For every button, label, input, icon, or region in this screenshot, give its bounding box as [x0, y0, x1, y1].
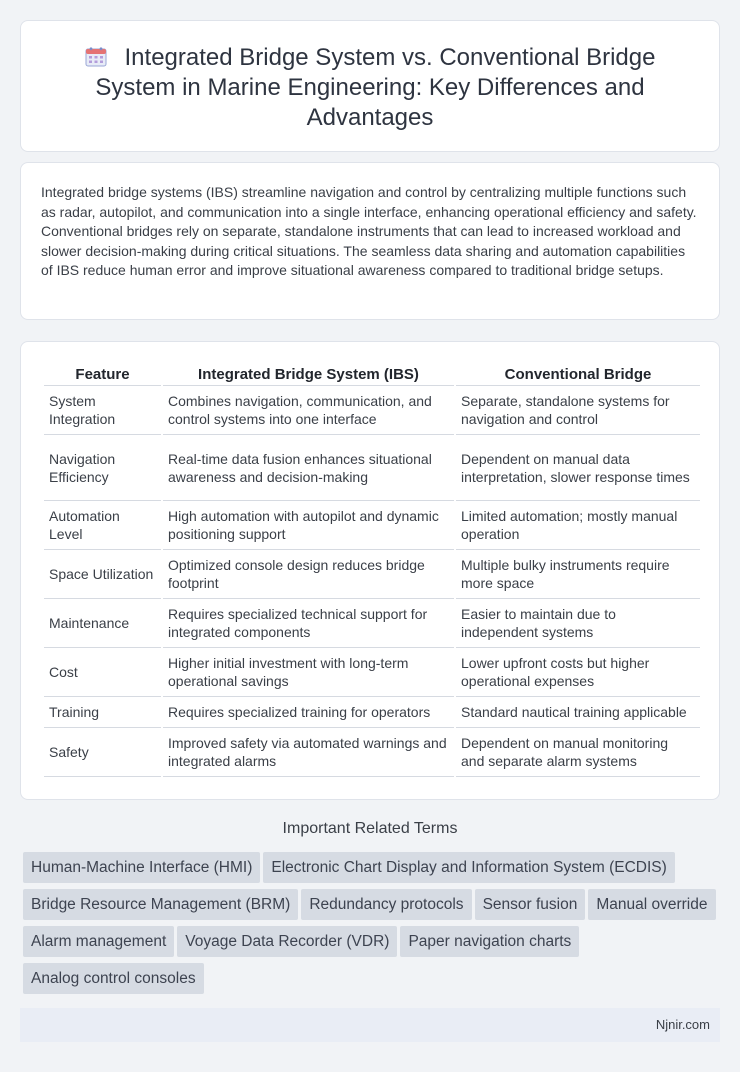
table-row — [44, 550, 700, 599]
column-header: Feature — [44, 362, 161, 386]
calendar-icon — [85, 45, 107, 65]
table-row — [44, 386, 700, 435]
column-header: Integrated Bridge System (IBS) — [163, 362, 454, 386]
related-term-tag[interactable]: Human-Machine Interface (HMI) — [23, 852, 260, 883]
related-term-tag[interactable]: Redundancy protocols — [301, 889, 471, 920]
conventional-cell: Limited automation; mostly manual operation — [456, 501, 700, 550]
ibs-cell: Requires specialized technical support for integrated components — [163, 599, 454, 648]
feature-cell: Navigation Efficiency — [44, 435, 161, 501]
intro-card — [20, 162, 720, 320]
related-term-tag[interactable]: Manual override — [588, 889, 715, 920]
comparison-table — [42, 362, 702, 777]
conventional-cell: Multiple bulky instruments require more space — [456, 550, 700, 599]
feature-cell: System Integration — [44, 386, 161, 435]
ibs-cell: Real-time data fusion enhances situational awareness and decision-making — [163, 435, 454, 501]
ibs-cell: High automation with autopilot and dynamic positioning support — [163, 501, 454, 550]
table-row — [44, 728, 700, 777]
feature-cell: Automation Level — [44, 501, 161, 550]
related-term-tag[interactable]: Analog control consoles — [23, 963, 204, 994]
intro-paragraph: Integrated bridge systems (IBS) streamline navigation and control by centralizing multiple functions such as radar, autopilot, and communication into a single interface, enhancing operational efficiency and safety. Conventional bridges rely on separate, standalone instruments that can lead to increased workload and slower decision-making during critical situations. The seamless data sharing and automation capabilities of IBS reduce human error and improve situational awareness compared to traditional bridge setups. — [41, 184, 697, 278]
feature-cell: Maintenance — [44, 599, 161, 648]
ibs-cell: Combines navigation, communication, and control systems into one interface — [163, 386, 454, 435]
related-terms-title: Important Related Terms — [282, 820, 458, 837]
ibs-cell: Requires specialized training for operators — [163, 697, 454, 728]
conventional-cell: Dependent on manual data interpretation, slower response times — [456, 435, 700, 501]
ibs-cell: Optimized console design reduces bridge footprint — [163, 550, 454, 599]
table-row — [44, 435, 700, 501]
table-row — [44, 501, 700, 550]
title-card — [20, 20, 720, 152]
related-term-tag[interactable]: Voyage Data Recorder (VDR) — [177, 926, 397, 957]
feature-cell: Training — [44, 697, 161, 728]
conventional-cell: Dependent on manual monitoring and separate alarm systems — [456, 728, 700, 777]
table-row — [44, 599, 700, 648]
conventional-cell: Standard nautical training applicable — [456, 697, 700, 728]
footer — [20, 1008, 720, 1042]
related-term-tag[interactable]: Bridge Resource Management (BRM) — [23, 889, 298, 920]
feature-cell: Cost — [44, 648, 161, 697]
related-term-tag[interactable]: Paper navigation charts — [400, 926, 579, 957]
table-row — [44, 697, 700, 728]
conventional-cell: Easier to maintain due to independent systems — [456, 599, 700, 648]
page-title — [61, 43, 679, 133]
ibs-cell: Higher initial investment with long-term operational savings — [163, 648, 454, 697]
table-header-row — [44, 362, 700, 386]
page-title-text: Integrated Bridge System vs. Conventional Bridge System in Marine Engineering: Key Differences and Advantages — [95, 44, 656, 131]
comparison-table-card — [20, 341, 720, 800]
column-header: Conventional Bridge — [456, 362, 700, 386]
related-term-tag[interactable]: Electronic Chart Display and Information System (ECDIS) — [263, 852, 674, 883]
footer-site: Njnir.com — [655, 1017, 710, 1032]
related-terms-list — [23, 852, 723, 1000]
conventional-cell: Separate, standalone systems for navigation and control — [456, 386, 700, 435]
table-row — [44, 648, 700, 697]
related-term-tag[interactable]: Alarm management — [23, 926, 174, 957]
related-term-tag[interactable]: Sensor fusion — [475, 889, 586, 920]
feature-cell: Space Utilization — [44, 550, 161, 599]
feature-cell: Safety — [44, 728, 161, 777]
ibs-cell: Improved safety via automated warnings and integrated alarms — [163, 728, 454, 777]
conventional-cell: Lower upfront costs but higher operational expenses — [456, 648, 700, 697]
